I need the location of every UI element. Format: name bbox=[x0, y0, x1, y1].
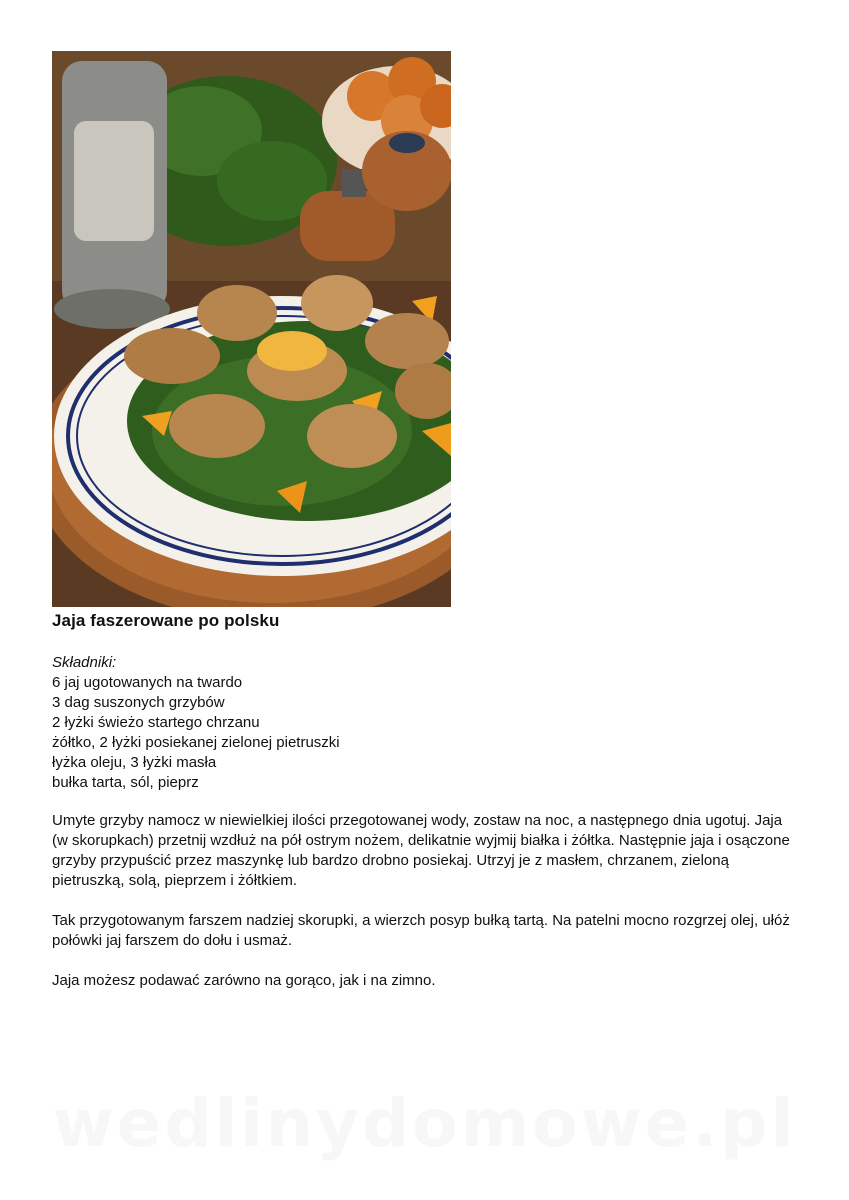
ingredient-item: 3 dag suszonych grzybów bbox=[52, 694, 225, 711]
site-watermark: wedlinydomowe.pl bbox=[52, 1085, 797, 1162]
recipe-title: Jaja faszerowane po polsku bbox=[52, 611, 280, 630]
ingredients-list bbox=[52, 673, 340, 793]
preparation-text bbox=[52, 811, 792, 1011]
ingredients-section bbox=[52, 653, 340, 793]
recipe-photo bbox=[52, 51, 451, 607]
ingredient-item: 2 łyżki świeżo startego chrzanu bbox=[52, 714, 260, 731]
ingredient-item: łyżka oleju, 3 łyżki masła bbox=[52, 754, 217, 771]
ingredient-item: 6 jaj ugotowanych na twardo bbox=[52, 674, 243, 691]
ingredient-item: żółtko, 2 łyżki posiekanej zielonej pietruszki bbox=[52, 734, 340, 751]
stuffed-eggs-photo bbox=[52, 51, 451, 607]
preparation-paragraph: Tak przygotowanym farszem nadziej skorupki, a wierzch posyp bułką tartą. Na patelni mocno rozgrzej olej, ułóż połówki jaj farszem do dołu i usmaż. bbox=[52, 912, 790, 949]
serving-paragraph: Jaja możesz podawać zarówno na gorąco, jak i na zimno. bbox=[52, 972, 436, 989]
ingredient-item: bułka tarta, sól, pieprz bbox=[52, 774, 199, 791]
preparation-paragraph: Umyte grzyby namocz w niewielkiej ilości przegotowanej wody, zostaw na noc, a następnego dnia ugotuj. Jaja (w skorupkach) przetnij wzdłuż na pół ostrym nożem, delikatnie wyjmij białka i żółtka. Następnie jaja i osączone grzyby przypuścić przez maszynkę lub bardzo drobno posiekaj. Utrzyj je z masłem, chrzanem, zieloną pietruszką, solą, pieprzem i żółtkiem. bbox=[52, 812, 790, 889]
ingredients-heading: Składniki: bbox=[52, 654, 117, 671]
